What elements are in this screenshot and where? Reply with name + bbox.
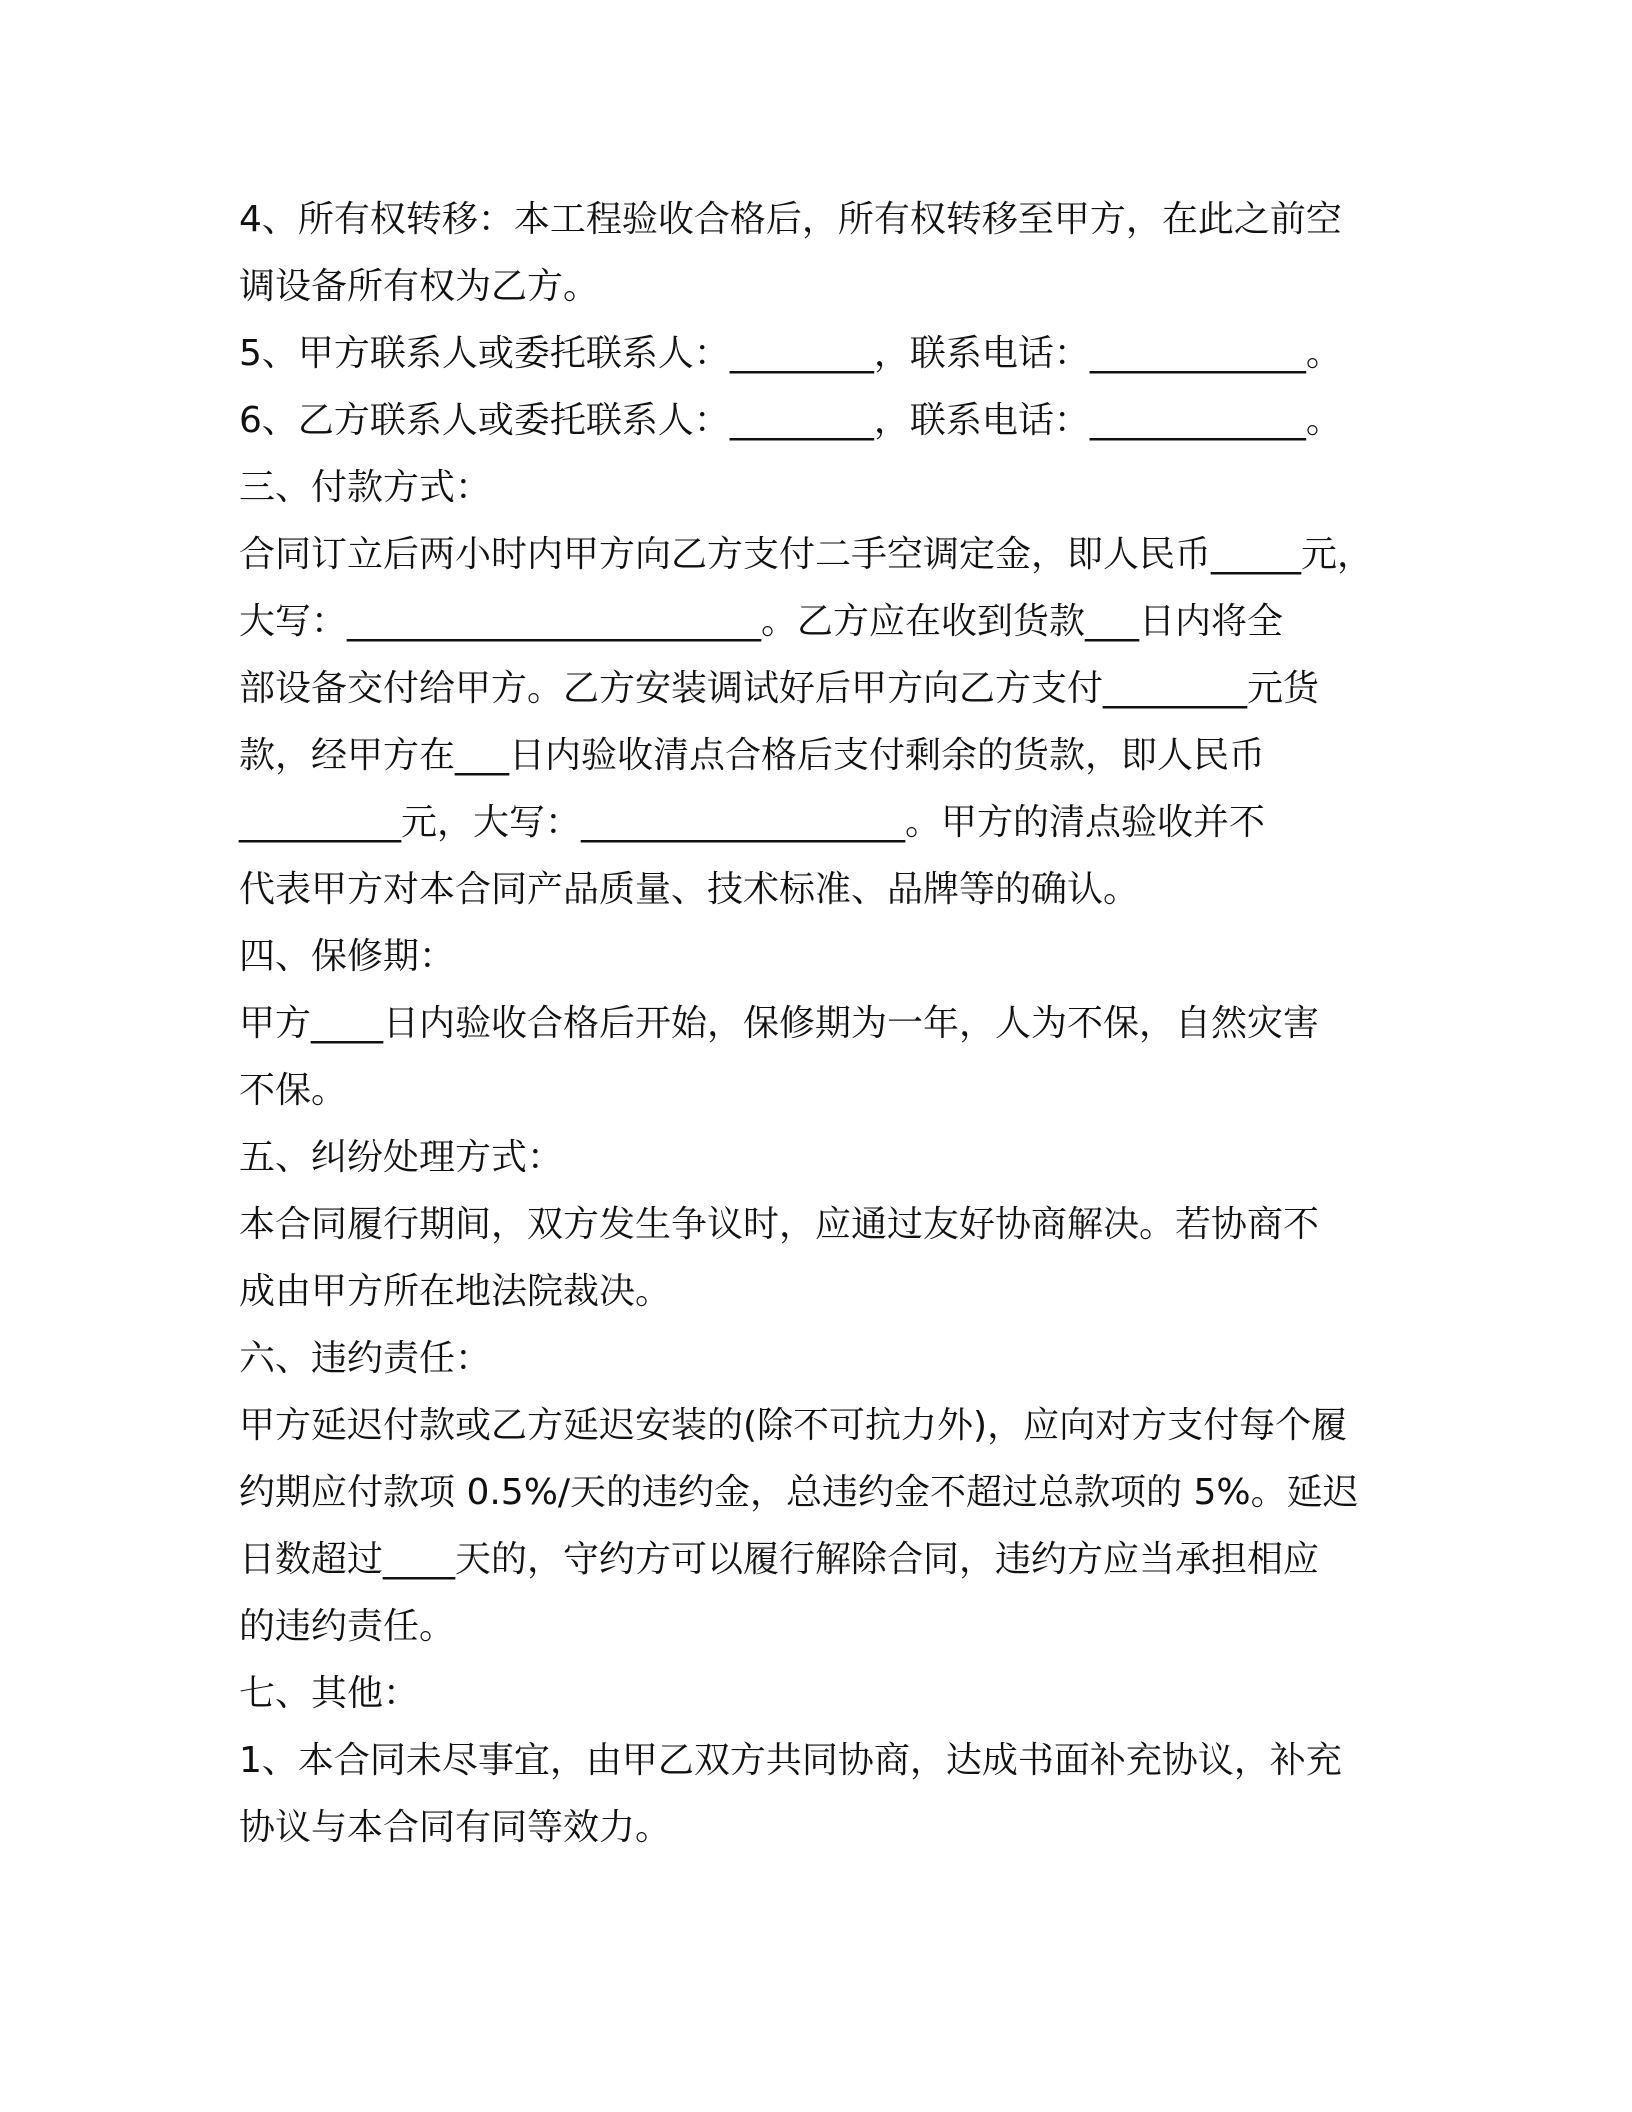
text-line: 款，经甲方在___日内验收清点合格后支付剩余的货款，即人民币	[239, 735, 1266, 776]
text-line: 约期应付款项 0.5%/天的违约金，总违约金不超过总款项的 5%。延迟	[239, 1472, 1359, 1513]
text-line: 甲方延迟付款或乙方延迟安装的(除不可抗力外)，应向对方支付每个履	[239, 1405, 1348, 1446]
text-line: 4、所有权转移：本工程验收合格后，所有权转移至甲方，在此之前空	[239, 199, 1342, 240]
text-line: 协议与本合同有同等效力。	[239, 1807, 672, 1848]
text-line: 1、本合同未尽事宜，由甲乙双方共同协商，达成书面补充协议，补充	[239, 1740, 1342, 1781]
text-line: 合同订立后两小时内甲方向乙方支付二手空调定金，即人民币_____元，	[239, 534, 1374, 575]
text-line: 5、甲方联系人或委托联系人：________，联系电话：____________。	[239, 333, 1342, 374]
text-line: 的违约责任。	[239, 1606, 456, 1647]
text-line: 成由甲方所在地法院裁决。	[239, 1271, 672, 1312]
text-line: 大写：_______________________。乙方应在收到货款___日内将全	[239, 601, 1284, 642]
text-line: 6、乙方联系人或委托联系人：________，联系电话：____________。	[239, 400, 1342, 441]
text-line: 不保。	[239, 1070, 348, 1111]
text-line: 代表甲方对本合同产品质量、技术标准、品牌等的确认。	[239, 869, 1140, 910]
section-heading: 三、付款方式：	[239, 467, 492, 508]
text-line: 调设备所有权为乙方。	[239, 266, 600, 307]
document-body	[239, 186, 1409, 1861]
section-heading: 六、违约责任：	[239, 1338, 492, 1379]
section-heading: 四、保修期：	[239, 936, 456, 977]
section-heading: 五、纠纷处理方式：	[239, 1137, 564, 1178]
text-line: 部设备交付给甲方。乙方安装调试好后甲方向乙方支付________元货	[239, 668, 1320, 709]
section-heading: 七、其他：	[239, 1673, 420, 1714]
text-line: 本合同履行期间，双方发生争议时，应通过友好协商解决。若协商不	[239, 1204, 1320, 1245]
text-line: _________元，大写：__________________。甲方的清点验收并不	[239, 802, 1266, 843]
text-line: 日数超过____天的，守约方可以履行解除合同，违约方应当承担相应	[239, 1539, 1320, 1580]
text-line: 甲方____日内验收合格后开始，保修期为一年，人为不保，自然灾害	[239, 1003, 1320, 1044]
